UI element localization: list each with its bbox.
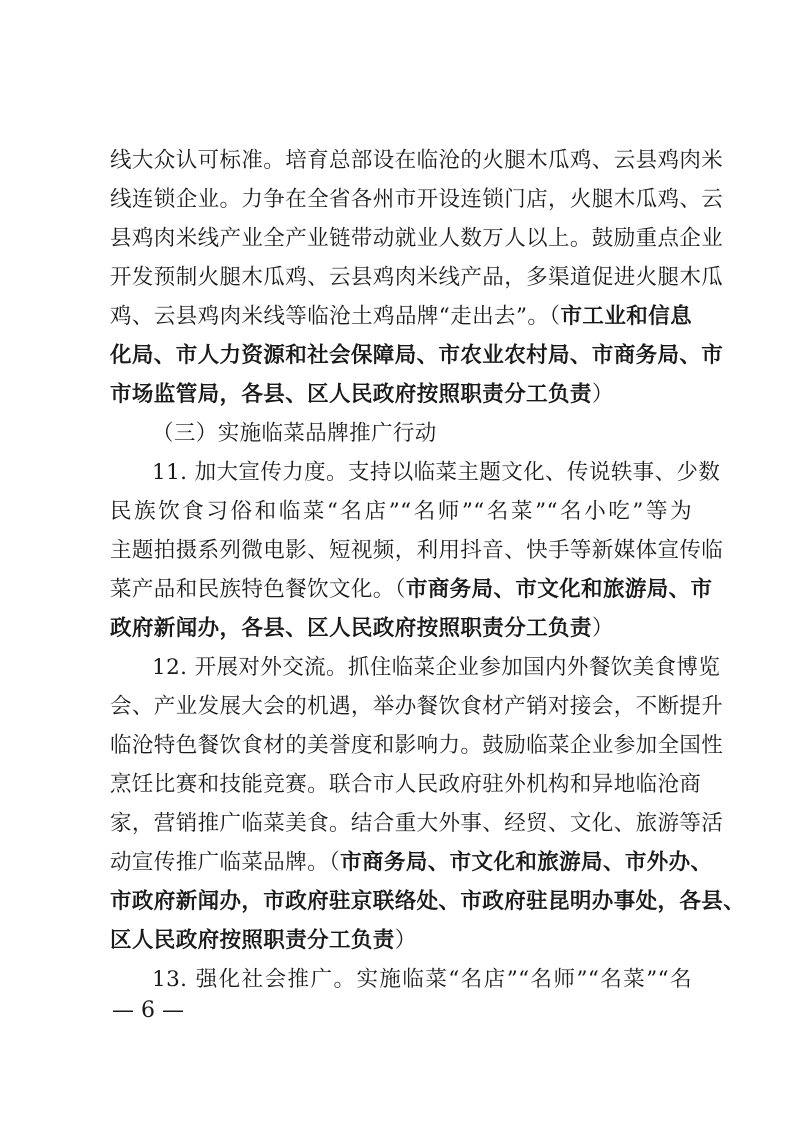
responsible-units: 市场监管局，各县、区人民政府按照职责分工负责 — [110, 382, 592, 407]
line-text: ） — [591, 616, 614, 641]
line-text: 开发预制火腿木瓜鸡、云县鸡肉米线产品，多渠道促进火腿木瓜 — [110, 265, 724, 290]
line-text: 菜产品和民族特色餐饮文化。（ — [110, 577, 406, 602]
body-line — [110, 302, 692, 332]
responsible-units: 市商务局、市文化和旅游局、市 — [405, 577, 713, 602]
body-line — [110, 809, 724, 839]
line-text: ） — [394, 928, 417, 953]
section-heading — [152, 419, 437, 449]
responsible-units: 政府新闻办，各县、区人民政府按照职责分工负责 — [110, 616, 592, 641]
line-text: 12. 开展对外交流。抓住临菜企业参加国内外餐饮美食博览 — [152, 655, 721, 680]
line-text: 临沧特色餐饮食材的美誉度和影响力。鼓励临菜企业参加全国性 — [110, 733, 724, 758]
line-text: 主题拍摄系列微电影、短视频，利用抖音、快手等新媒体宣传临 — [110, 538, 724, 563]
responsible-units: 市工业和信息 — [560, 304, 692, 329]
responsible-units: 市政府新闻办，市政府驻京联络处、市政府驻昆明办事处，各县、 — [110, 889, 746, 914]
body-line — [110, 341, 724, 371]
body-line — [110, 926, 692, 956]
line-text: 动宣传推广临菜品牌。（ — [110, 850, 341, 875]
line-text: 县鸡肉米线产业全产业链带动就业人数万人以上。鼓励重点企业 — [110, 226, 724, 251]
section-heading-text: （三）实施临菜品牌推广行动 — [152, 421, 437, 446]
line-text: 线大众认可标准。培育总部设在临沧的火腿木瓜鸡、云县鸡肉米 — [110, 148, 724, 173]
line-text: 会、产业发展大会的机遇，举办餐饮食材产销对接会，不断提升 — [110, 694, 724, 719]
paragraph-first-line — [152, 653, 721, 683]
line-text: ） — [591, 382, 614, 407]
line-text: 13. 强化社会推广。实施临菜“名店”“名师”“名菜”“名 — [152, 967, 692, 992]
body-line — [110, 575, 713, 605]
body-line — [110, 770, 702, 800]
body-line — [110, 146, 724, 176]
line-text: 烹饪比赛和技能竞赛。联合市人民政府驻外机构和异地临沧商 — [110, 772, 702, 797]
body-line — [110, 263, 724, 293]
responsible-units: 区人民政府按照职责分工负责 — [110, 928, 395, 953]
responsible-units: 化局、市人力资源和社会保障局、市农业农村局、市商务局、市 — [110, 343, 724, 368]
page-number: — 6 — — [112, 998, 184, 1023]
body-line — [110, 614, 692, 644]
paragraph-first-line — [152, 458, 721, 488]
body-line — [110, 536, 724, 566]
body-line — [110, 887, 746, 917]
body-line — [110, 692, 724, 722]
line-text: 家，营销推广临菜美食。结合重大外事、经贸、文化、旅游等活 — [110, 811, 724, 836]
body-line — [110, 224, 724, 254]
body-line — [110, 848, 713, 878]
body-line — [110, 380, 692, 410]
paragraph-first-line — [152, 965, 692, 995]
line-text: 民族饮食习俗和临菜“名店”“名师”“名菜”“名小吃”等为 — [110, 499, 692, 524]
responsible-units: 市商务局、市文化和旅游局、市外办、 — [340, 850, 713, 875]
body-line — [110, 497, 692, 527]
line-text: 11. 加大宣传力度。支持以临菜主题文化、传说轶事、少数 — [152, 460, 721, 485]
body-line — [110, 731, 724, 761]
line-text: 线连锁企业。力争在全省各州市开设连锁门店，火腿木瓜鸡、云 — [110, 187, 724, 212]
body-line — [110, 185, 724, 215]
line-text: 鸡、云县鸡肉米线等临沧土鸡品牌“走出去”。（ — [110, 304, 561, 329]
